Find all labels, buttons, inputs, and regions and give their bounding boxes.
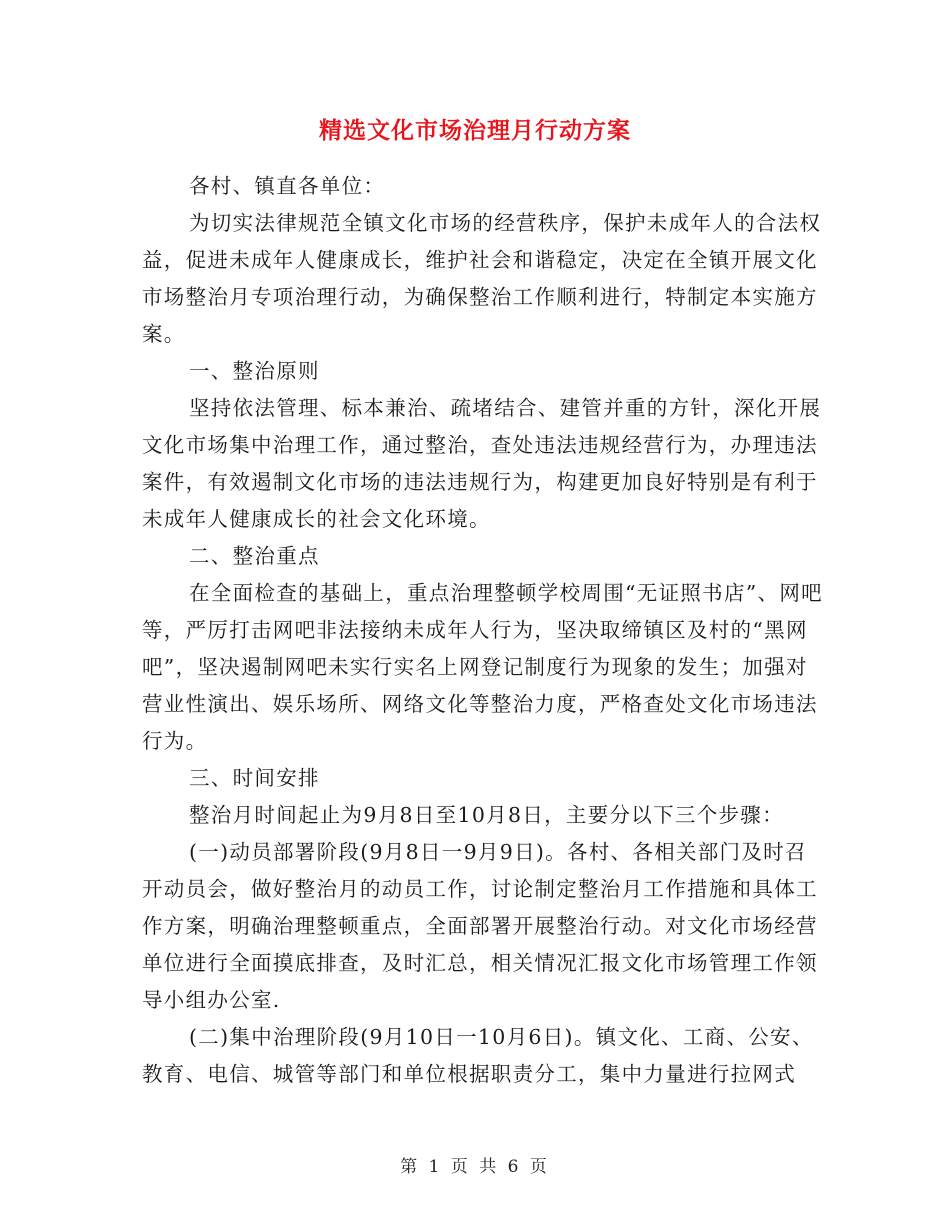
section-heading-focus: 二、整治重点 bbox=[189, 544, 320, 568]
schedule-paragraph: 整治月时间起止为9月8日至10月8日，主要分以下三个步骤： bbox=[189, 803, 784, 827]
section-heading-schedule: 三、时间安排 bbox=[189, 766, 320, 790]
salutation-paragraph: 各村、镇直各单位： bbox=[189, 174, 386, 198]
mobilization-stage-paragraph: (一)动员部署阶段(9月8日一9月9日)。各村、各相关部门及时召开动员会，做好整治月的动员工作，讨论制定整治月工作措施和具体工作方案，明确治理整顿重点，全面部署开展整治行动。对文化市场经营单位进行全面摸底排查，及时汇总，相关情况汇报文化市场管理工作领导小组办公室. bbox=[142, 840, 818, 1012]
document-body bbox=[142, 168, 828, 1093]
intro-paragraph: 为切实法律规范全镇文化市场的经营秩序，保护未成年人的合法权益，促进未成年人健康成长，维护社会和谐稳定，决定在全镇开展文化市场整治月专项治理行动，为确保整治工作顺利进行，特制定本实施方案。 bbox=[142, 211, 822, 346]
document-title: 精选文化市场治理月行动方案 bbox=[319, 117, 631, 144]
section-heading-principles: 一、整治原则 bbox=[189, 359, 320, 383]
page-number-footer: 第 1 页 共 6 页 bbox=[400, 1157, 550, 1177]
concentrated-stage-paragraph: (二)集中治理阶段(9月10日一10月6日)。镇文化、工商、公安、教育、电信、城管等部门和单位根据职责分工，集中力量进行拉网式 bbox=[142, 1025, 814, 1086]
focus-paragraph: 在全面检查的基础上，重点治理整顿学校周围“无证照书店”、网吧等，严厉打击网吧非法接纳未成年人行为，坚决取缔镇区及村的“黑网吧”，坚决遏制网吧未实行实名上网登记制度行为现象的发生；加强对营业性演出、娱乐场所、网络文化等整治力度，严格查处文化市场违法行为。 bbox=[142, 581, 823, 753]
principles-paragraph: 坚持依法管理、标本兼治、疏堵结合、建管并重的方针，深化开展文化市场集中治理工作，通过整治，查处违法违规经营行为，办理违法案件，有效遏制文化市场的违法违规行为，构建更加良好特别是有利于未成年人健康成长的社会文化环境。 bbox=[142, 396, 822, 531]
